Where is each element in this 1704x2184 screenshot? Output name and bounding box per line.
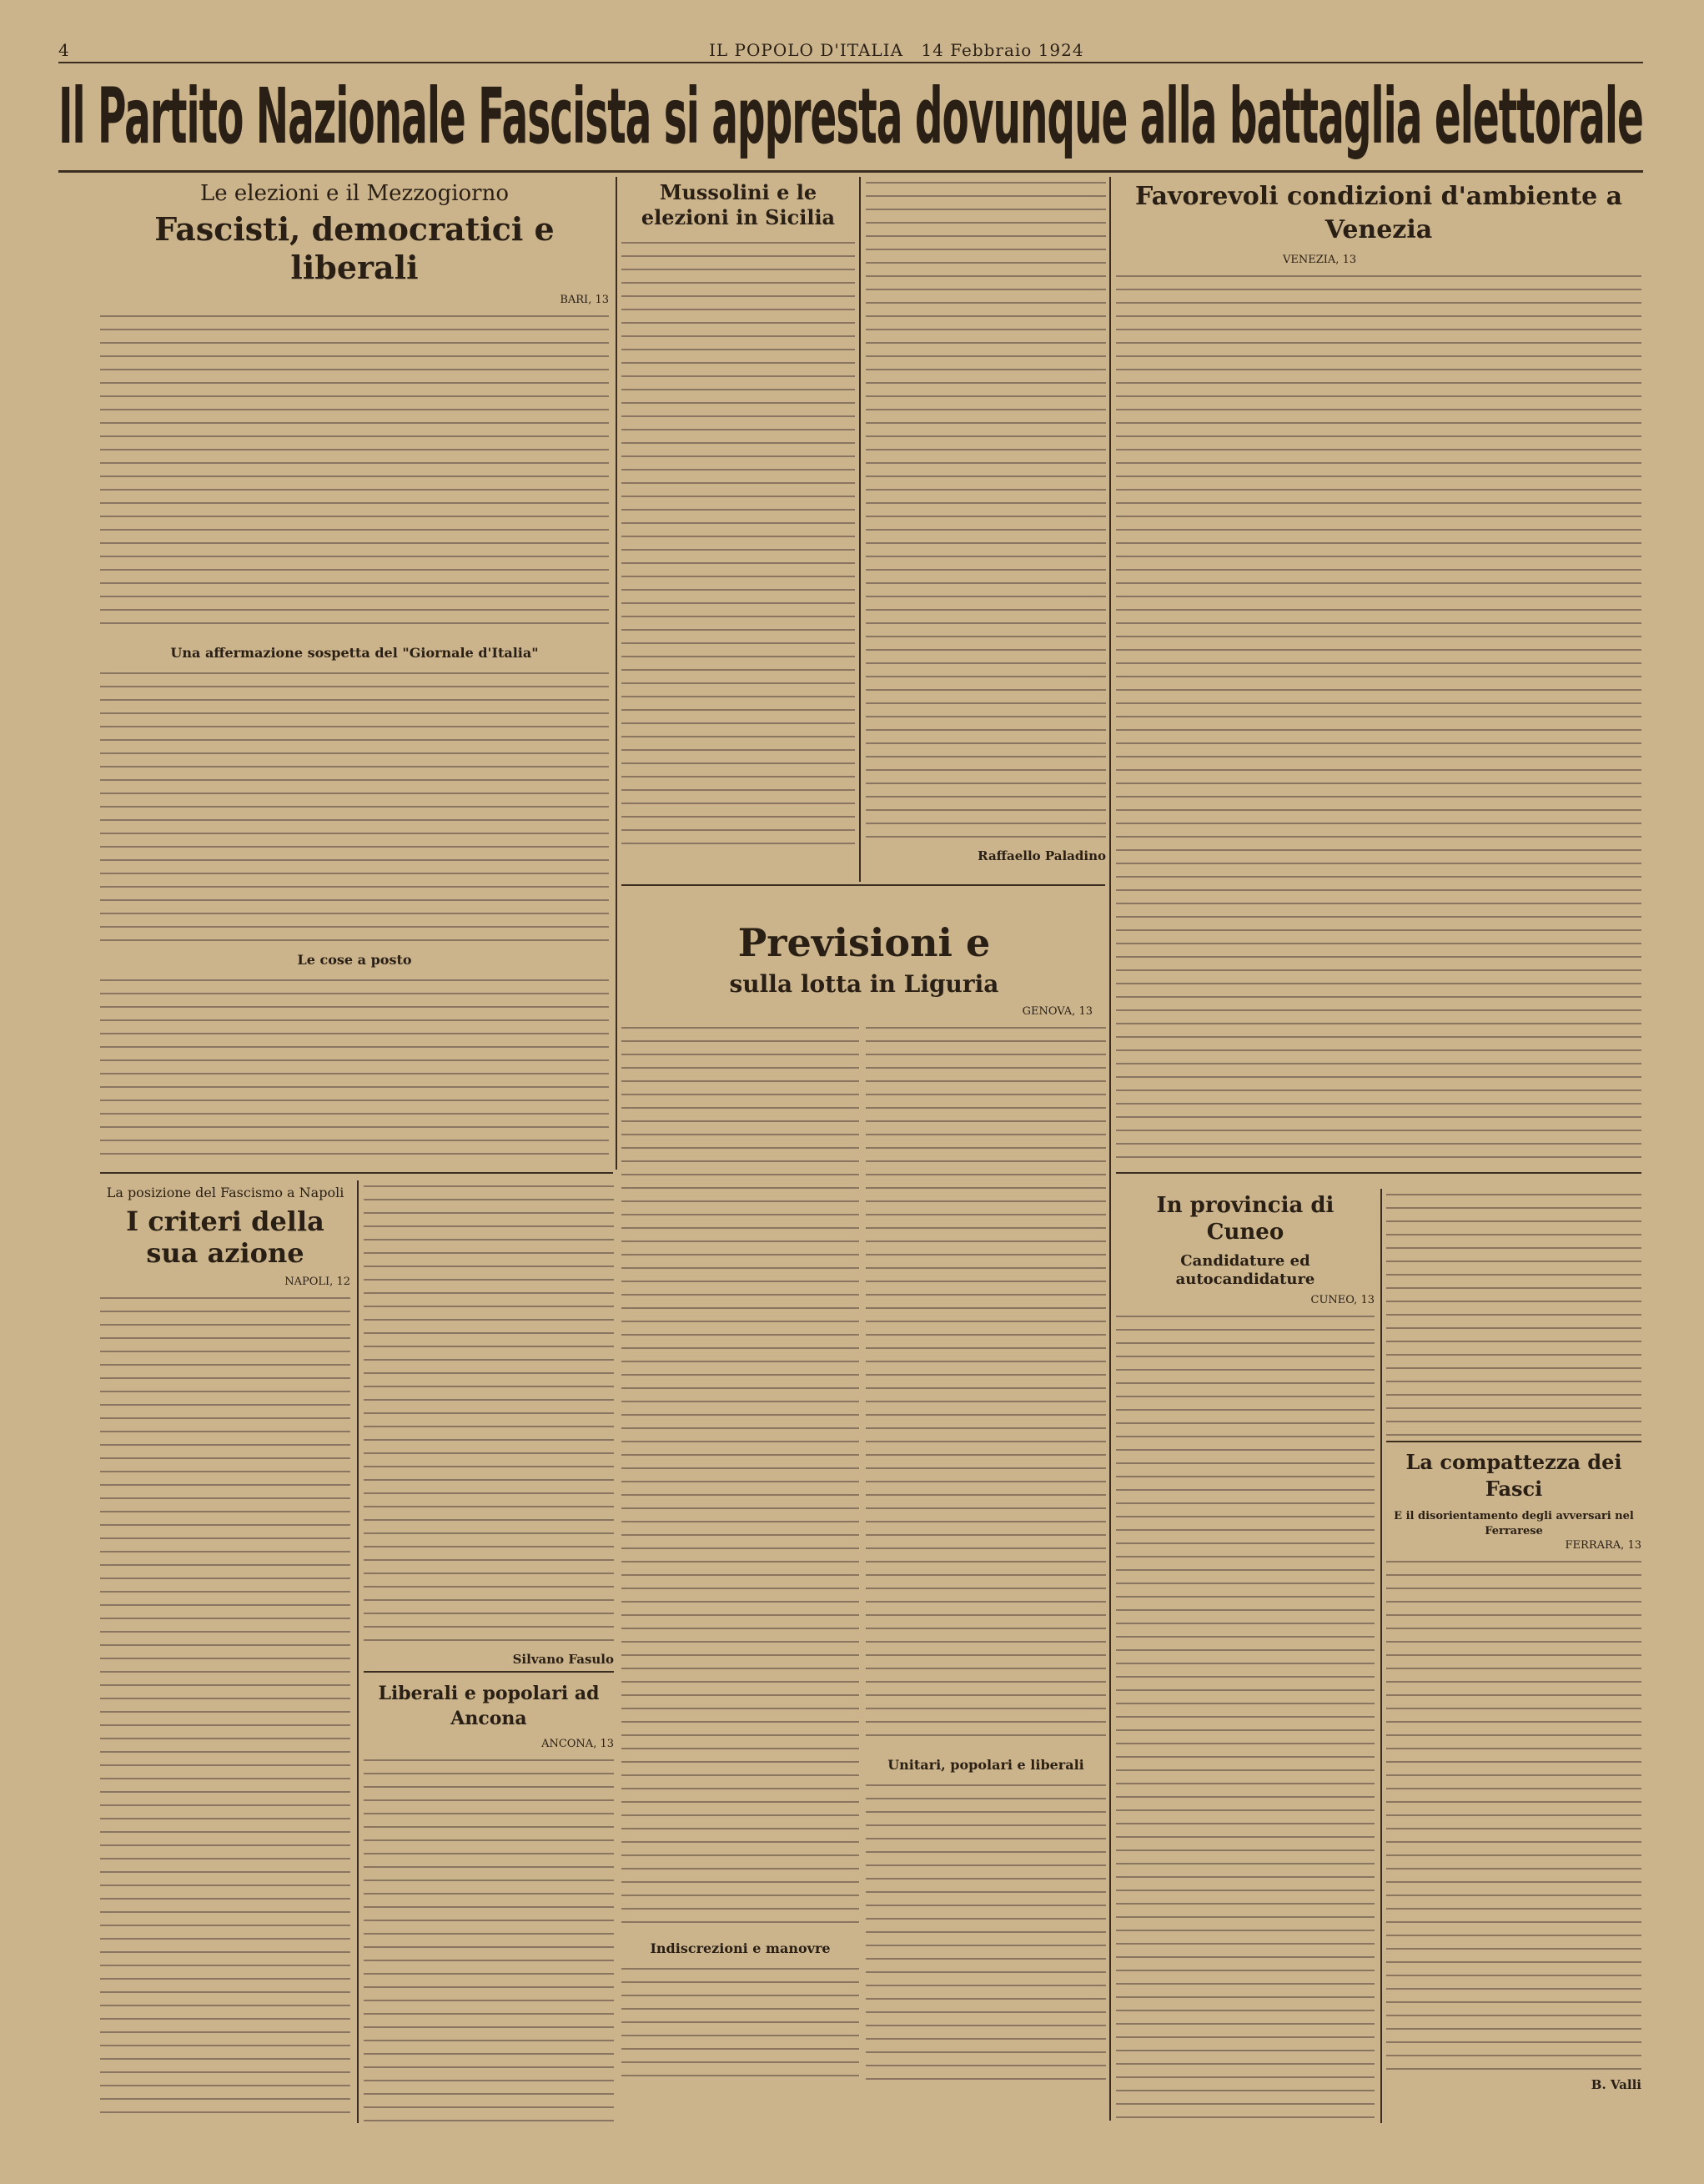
inner-heading: Unitari, popolari e liberali [887,1757,1084,1773]
liguria-subtitle: sulla lotta in Liguria [729,970,999,998]
article-sicilia-continued [866,177,1106,882]
main-headline: Il Partito Nazionale Fascista si appresta dovunque alla battaglia elettorale [58,72,1643,161]
article-title: Fascisti, democratici e liberali [154,210,555,286]
article-kicker: La posizione del Fascismo a Napoli [106,1185,344,1200]
article-liguria-col2 [866,1022,1106,2098]
byline: Silvano Fasulo [512,1652,614,1667]
section-rule [100,1172,613,1174]
masthead-title [709,40,1084,60]
body-text-placeholder [100,1292,350,2123]
body-text-placeholder [621,237,855,854]
byline: B. Valli [1591,2077,1641,2092]
body-text-placeholder [364,1180,614,1648]
dateline: NAPOLI, 12 [284,1276,350,1288]
page-number: 4 [58,40,70,60]
dateline: GENOVA, 13 [1022,1005,1093,1018]
body-text-placeholder [100,310,609,636]
article-subtitle: Candidature ed autocandidature [1175,1252,1315,1288]
issue-date: 14 Febbraio 1924 [921,40,1084,60]
body-text-placeholder [1116,270,1641,1170]
body-text-placeholder [1386,1189,1641,1439]
body-text-placeholder [1386,1556,1641,2073]
inner-heading: Una affermazione sospetta del "Giornale d'Italia" [170,645,539,661]
newspaper-name: IL POPOLO D'ITALIA [709,40,904,60]
article-title: Favorevoli condizioni d'ambiente a Venezia [1134,182,1623,244]
section-rule [1116,1172,1641,1174]
article-venezia [1116,177,1641,1170]
column-divider [616,177,617,1170]
dateline: CUNEO, 13 [1310,1294,1375,1306]
article-sicilia [621,177,855,882]
article-napoli-continued [364,1180,614,2123]
body-text-placeholder [866,1779,1106,2088]
dateline: ANCONA, 13 [541,1738,614,1750]
masthead-rule [58,62,1643,63]
article-title: In provincia di Cuneo [1156,1193,1335,1245]
article-kicker: Le elezioni e il Mezzogiorno [199,181,510,206]
body-text-placeholder [364,1754,614,2121]
article-title: I criteri della sua azione [126,1205,324,1269]
column-divider [859,177,861,882]
article-title: Mussolini e le elezioni in Sicilia [641,180,836,229]
section-rule [621,884,1105,886]
body-text-placeholder [100,974,609,1166]
headline-rule [58,170,1643,173]
body-text-placeholder [1116,1311,1375,2123]
body-text-placeholder [100,667,609,943]
column-divider [1380,1189,1382,2123]
liguria-title: Previsioni e [737,920,991,965]
inner-heading: Le cose a posto [297,952,412,968]
masthead [58,40,1643,60]
dateline: VENEZIA, 13 [1283,254,1357,266]
column-divider [357,1180,359,2123]
column-divider [1109,177,1111,2121]
body-text-placeholder [866,1022,1106,1748]
article-liguria-col1 [621,1022,859,2098]
article-title: La compattezza dei Fasci [1405,1450,1622,1501]
section-rule [1386,1441,1641,1442]
dateline: FERRARA, 13 [1565,1539,1641,1552]
body-text-placeholder [621,1022,859,1931]
article-napoli [100,1180,350,2123]
body-text-placeholder [866,177,1106,844]
article-mezzogiorno [100,177,609,1170]
section-rule [364,1671,614,1673]
article-ferrara [1386,1189,1641,2123]
article-cuneo [1116,1189,1375,2123]
dateline: BARI, 13 [560,294,609,306]
article-subtitle: E il disorientamento degli avversari nel Ferrarese [1394,1510,1634,1537]
article-title: Liberali e popolari ad Ancona [378,1683,600,1729]
inner-heading: Indiscrezioni e manovre [650,1940,831,1956]
body-text-placeholder [621,1963,859,2088]
byline: Raffaello Paladino [978,848,1106,863]
